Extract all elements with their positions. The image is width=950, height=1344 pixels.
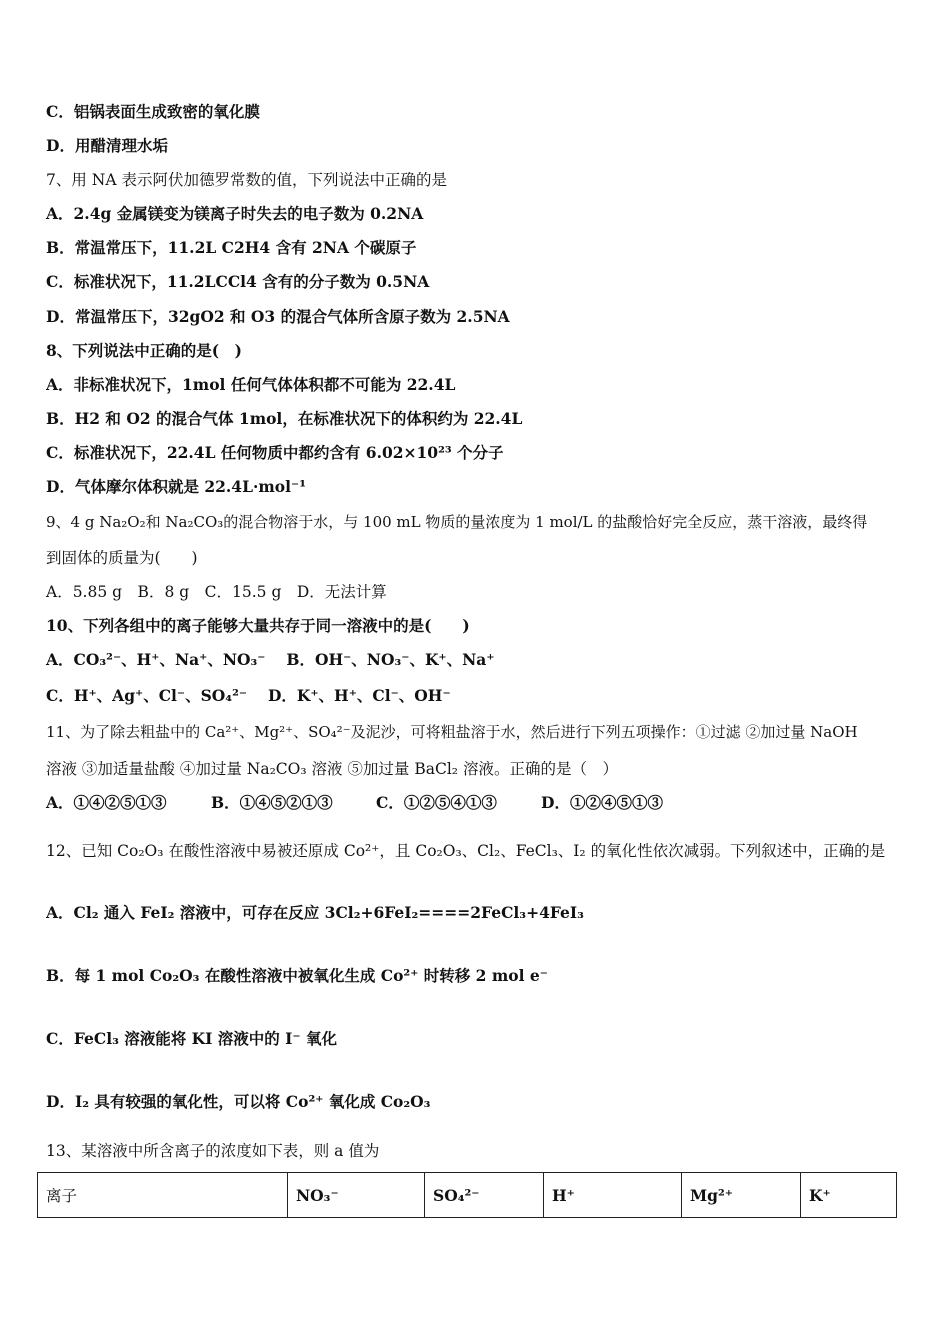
q6-option-c: C．铝锅表面生成致密的氧化膜 [46,102,260,121]
q13-stem: 13、某溶液中所含离子的浓度如下表，则 a 值为 [46,1142,380,1160]
q10-options-ab: A．CO₃²⁻、H⁺、Na⁺、NO₃⁻ B．OH⁻、NO₃⁻、K⁺、Na⁺ [46,650,495,669]
q11-options [46,792,663,814]
q11-stem: 11、为了除去粗盐中的 Ca²⁺、Mg²⁺、SO₄²⁻及泥沙，可将粗盐溶于水，然后进行下列五项操作：①过滤 ②加过量 NaOH [46,723,858,741]
q8-option-b: B．H2 和 O2 的混合气体 1mol，在标准状况下的体积约为 22.4L [46,409,523,428]
q12-option-d: D．I₂ 具有较强的氧化性，可以将 Co²⁺ 氧化成 Co₂O₃ [46,1092,431,1111]
q8-stem: 8、下列说法中正确的是( ) [46,341,242,360]
q7-option-c: C．标准状况下，11.2LCCl4 含有的分子数为 0.5NA [46,272,430,291]
table-header-cell: 离子 [38,1173,288,1218]
q12-option-b: B．每 1 mol Co₂O₃ 在酸性溶液中被氧化生成 Co²⁺ 时转移 2 mol e⁻ [46,966,548,985]
q7-stem: 7、用 NA 表示阿伏加德罗常数的值，下列说法中正确的是 [46,171,447,189]
q9-stem: 9、4 g Na₂O₂和 Na₂CO₃的混合物溶于水，与 100 mL 物质的量浓度为 1 mol/L 的盐酸恰好完全反应，蒸干溶液，最终得 [46,513,868,531]
q11-option-d: D．①②④⑤①③ [541,793,663,812]
q10-options-cd: C．H⁺、Ag⁺、Cl⁻、SO₄²⁻ D．K⁺、H⁺、Cl⁻、OH⁻ [46,686,451,705]
q8-option-a: A．非标准状况下，1mol 任何气体体积都不可能为 22.4L [46,375,456,394]
ion-concentration-table [37,1172,897,1218]
table-header-cell: Mg²⁺ [682,1173,801,1218]
table-header-cell: H⁺ [544,1173,682,1218]
table-row [38,1173,897,1218]
q6-option-d: D．用醋清理水垢 [46,136,168,155]
q11-option-c: C．①②⑤④①③ [376,793,497,812]
q7-option-d: D．常温常压下，32gO2 和 O3 的混合气体所含原子数为 2.5NA [46,307,510,326]
q8-option-c: C．标准状况下，22.4L 任何物质中都约含有 6.02×10²³ 个分子 [46,443,504,462]
table-header-cell: K⁺ [801,1173,897,1218]
q11-stem-cont: 溶液 ③加适量盐酸 ④加过量 Na₂CO₃ 溶液 ⑤加过量 BaCl₂ 溶液。正确的是（ ） [46,760,618,778]
q8-option-d: D．气体摩尔体积就是 22.4L·mol⁻¹ [46,477,306,496]
table-header-cell: NO₃⁻ [288,1173,425,1218]
table-header-cell: SO₄²⁻ [425,1173,544,1218]
q7-option-a: A．2.4g 金属镁变为镁离子时失去的电子数为 0.2NA [46,204,424,223]
q12-option-c: C．FeCl₃ 溶液能将 KI 溶液中的 I⁻ 氧化 [46,1029,338,1048]
q11-option-a: A．①④②⑤①③ [46,793,167,812]
q10-stem: 10、下列各组中的离子能够大量共存于同一溶液中的是( ) [46,616,470,635]
q9-options: A．5.85 g B．8 g C．15.5 g D．无法计算 [46,583,387,601]
q7-option-b: B．常温常压下，11.2L C2H4 含有 2NA 个碳原子 [46,238,417,257]
q12-stem: 12、已知 Co₂O₃ 在酸性溶液中易被还原成 Co²⁺，且 Co₂O₃、Cl₂、FeCl₃、I₂ 的氧化性依次减弱。下列叙述中，正确的是 [46,842,886,860]
q9-stem-cont: 到固体的质量为( ) [46,549,198,567]
q11-option-b: B．①④⑤②①③ [211,793,333,812]
q12-option-a: A．Cl₂ 通入 FeI₂ 溶液中，可存在反应 3Cl₂+6FeI₂====2FeCl₃+4FeI₃ [46,903,584,922]
